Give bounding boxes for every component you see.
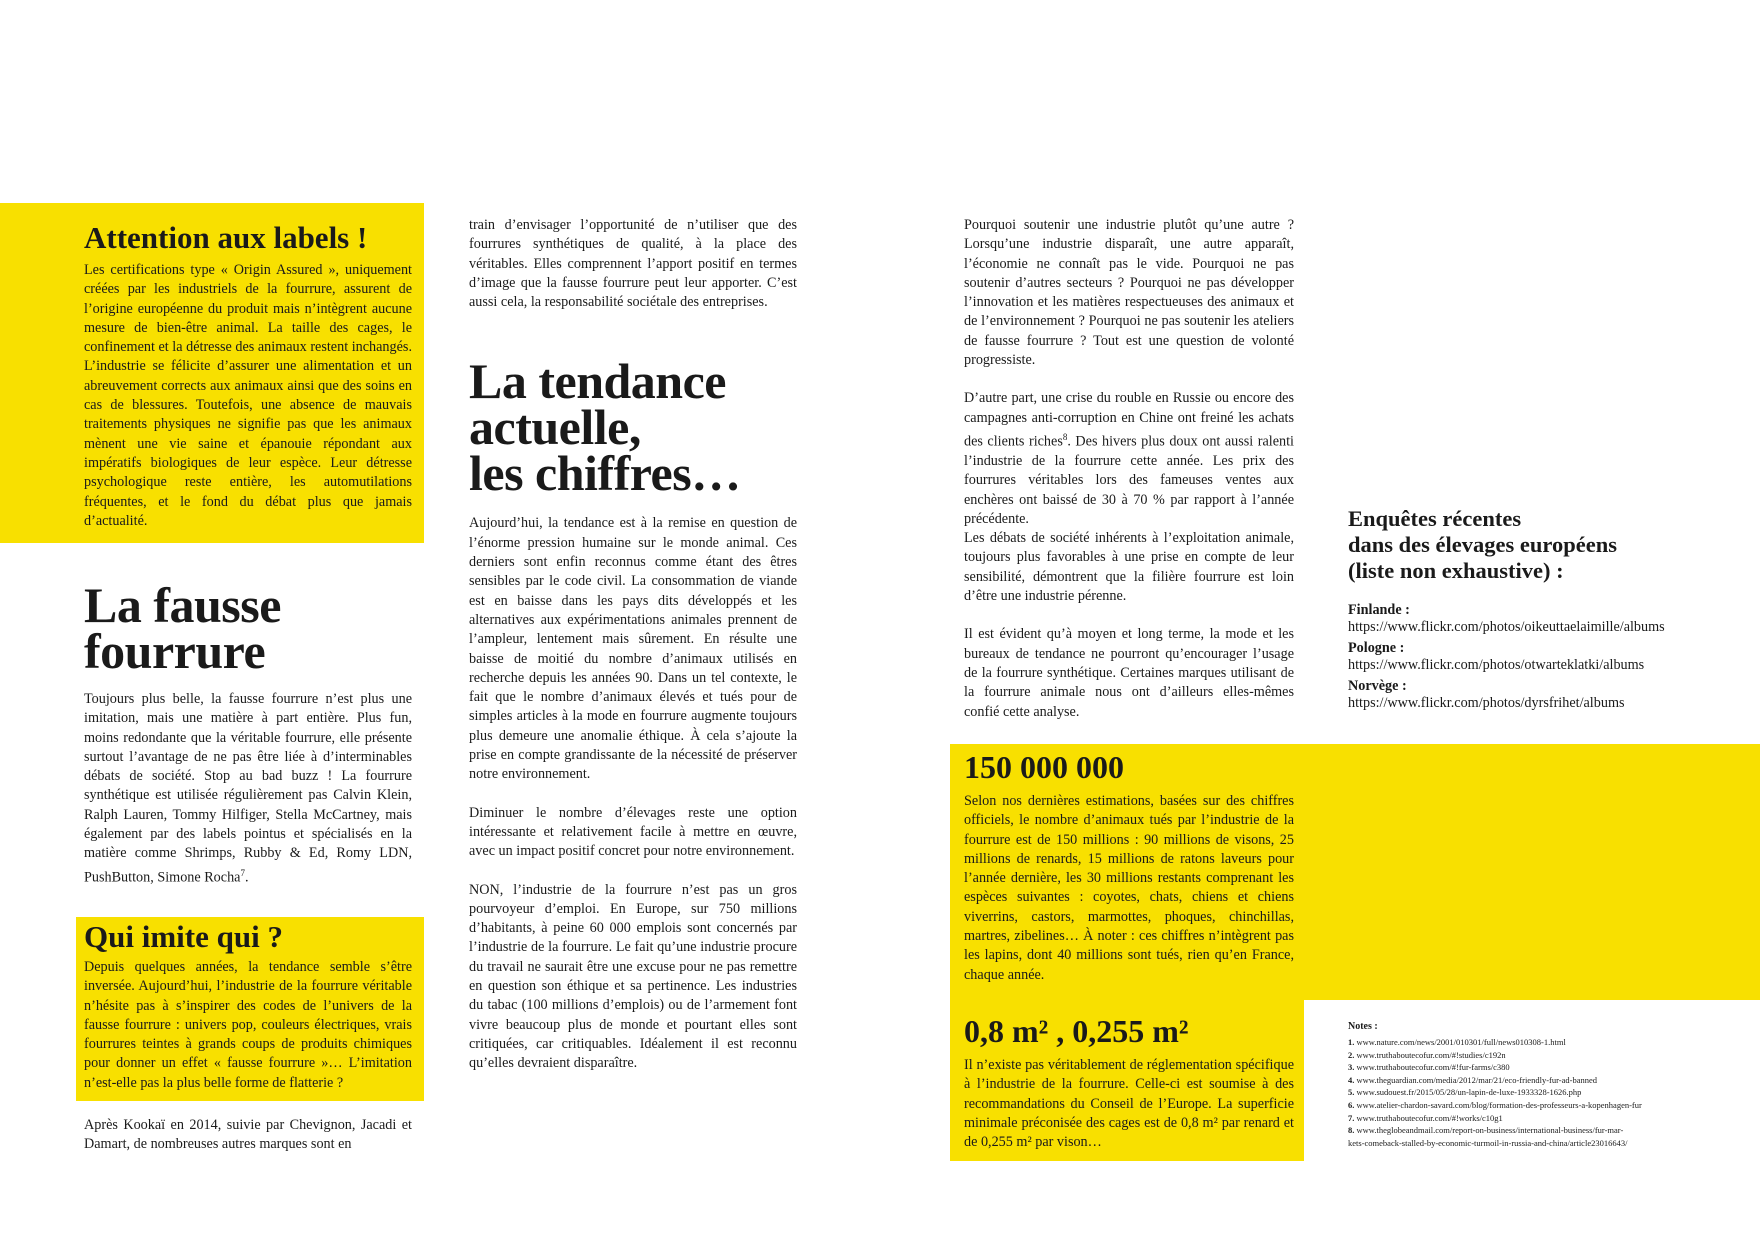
col3-p1: Pourquoi soutenir une industrie plutôt qu’une autre ? Lorsqu’une industrie disparaît, une autre apparaît, l’économie ne connaît pas le vide. Pourquoi ne pas soutenir d’autres secteurs ? Pourquoi ne pas développer l’innovation et les matières respectueuses des animaux et de l’environnement ? Pourquoi ne pas soutenir les ateliers de fausse fourrure ? Tout est une question de volonté progressiste.: [964, 217, 1294, 369]
col3-p2-start: D’autre part, une crise du rouble en Russie ou encore des campagnes anti-corruption en Chine ont freiné les achats des clients riches: [964, 390, 1294, 450]
note-item[interactable]: 5. www.sudouest.fr/2015/05/28/un-lapin-de-luxe-1933328-1626.php: [1348, 1087, 1582, 1098]
col2-p3: NON, l’industrie de la fourrure n’est pas un gros pourvoyeur d’emploi. En Europe, sur 750 millions d’habitants, à peine 60 000 emplois sont concernés par l’industrie de la fourrure. Le fait qu’une industrie procure du travail ne saurait être une excuse pour ne pas remettre en question son éthique et sa pertinence. Les industries du tabac (100 millions d’emplois) ou de l’armement font vivre beaucoup plus de monde et pourtant elles sont critiquées, car critiquables. Idéalement il est reconnu qu’elles devraient disparaître.: [469, 881, 797, 1072]
stats-number: 150 000 000: [964, 749, 1124, 785]
cage-number: 0,8 m² , 0,255 m²: [964, 1013, 1189, 1049]
enquete-item: [1348, 602, 1708, 636]
enquetes-title: [1348, 506, 1708, 584]
tendance-title-line3: les chiffres…: [469, 445, 741, 502]
imite-text: Depuis quelques années, la tendance semble s’être inversée. Aujourd’hui, l’industrie de la fourrure véritable n’hésite pas à s’inspirer des codes de l’univers de la fausse fourrure : univers pop, couleurs électriques, vrais fourrures teintes à grands coups de produits chimiques pour donner un effet « fausse fourrure »… L’imitation n’est-elle pas la plus belle forme de flatterie ?: [84, 959, 412, 1091]
enquetes-list: [1348, 602, 1708, 712]
fausse-text-body: Toujours plus belle, la fausse fourrure n’est plus une imitation, mais une matière à part entière. Plus fun, moins redondante que la véritable fourrure, elle présente surtout l’avantage de ne pas être liée à d’interminables débats de société. Stop au bad buzz ! La fourrure synthétique est utilisée régulièrement pas Calvin Klein, Ralph Lauren, Tommy Hilfiger, Stella McCartney, mais également par des labels pointus et spécialisés en la matière comme Shrimps, Rubby & Ed, Romy LDN, PushButton, Simone Rocha: [84, 691, 412, 886]
kookai-text: Après Kookaï en 2014, suivie par Chevignon, Jacadi et Damart, de nombreuses autres marques sont en: [84, 1117, 412, 1153]
fausse-section: [84, 577, 412, 888]
footnote-7: 7: [240, 867, 245, 878]
tendance-title: [469, 353, 797, 502]
col3-p4: Il est évident qu’à moyen et long terme, la mode et les bureaux de tendance ne pourront qu’encourager l’usage de la fourrure synthétique. Certaines marques utilisant de la fourrure animale nous ont d’ailleurs elles-mêmes confié cette analyse.: [964, 626, 1294, 720]
note-item[interactable]: 3. www.truthaboutecofur.com/#!fur-farms/c380: [1348, 1062, 1510, 1073]
tendance-title-line1: La tendance: [469, 353, 726, 410]
enquete-link[interactable]: https://www.flickr.com/photos/oikeuttaelaimille/albums: [1348, 619, 1665, 635]
note-item[interactable]: 7. www.truthaboutecofur.com/#!works/c10g1: [1348, 1112, 1503, 1123]
fausse-title-line1: La fausse: [84, 577, 281, 633]
notes-section: [1348, 1020, 1748, 1149]
cage-content: [964, 1014, 1294, 1152]
fausse-title-line2: fourrure: [84, 623, 266, 679]
labels-box-content: [84, 221, 412, 531]
enquetes-section: [1348, 506, 1708, 716]
col3-p2: [964, 389, 1294, 529]
note-item[interactable]: 6. www.atelier-chardon-savard.com/blog/formation-des-professeurs-a-kopenhagen-fur: [1348, 1099, 1642, 1110]
enquetes-title-line3: (liste non exhaustive) :: [1348, 558, 1564, 583]
footnote-8: 8: [1062, 431, 1068, 442]
note-item[interactable]: 4. www.theguardian.com/media/2012/mar/21/eco-friendly-fur-ad-banned: [1348, 1074, 1597, 1085]
enquete-country: Pologne :: [1348, 640, 1405, 656]
enquete-country: Norvège :: [1348, 678, 1407, 694]
cage-text: Il n’existe pas véritablement de réglementation spécifique à l’industrie de la fourrure. Celle-ci est soumise à des recommandations du Conseil de l’Europe. La superficie minimale préconisée des cages est de 0,8 m² par renard et de 0,255 m² par vison…: [964, 1057, 1294, 1151]
stats-text: Selon nos dernières estimations, basées sur des chiffres officiels, le nombre d’animaux tués par l’industrie de la fourrure est de 150 millions : 90 millions de visons, 25 millions de renards, 15 millions de ratons laveurs pour l’année dernière, les 30 millions restants comprenant les espèces suivantes : coyotes, chats, chiens et chiens viverrins, castors, marmottes, phoques, chinchillas, martres, zibelines… À noter : ces chiffres n’intègrent pas les lapins, dont 40 millions sont tués, rien qu’en France, chaque année.: [964, 793, 1294, 983]
labels-title: Attention aux labels !: [84, 220, 368, 255]
labels-text: Les certifications type « Origin Assured », uniquement créées par les industriels de la fourrure, assurent de l’origine européenne du produit mais n’intègrent aucune mesure de bien-être animal. La taille des cages, le confinement et la détresse des animaux restent inchangés. L’industrie se félicite d’assurer une alimentation et un abreuvement corrects aux animaux ainsi que des soins en cas de blessures. Toutefois, une absence de mauvais traitements physiques ne signifie pas que les animaux mènent une vie saine et épanouie répondant aux impératifs biologiques de leur espèce. Leur détresse psychologique reste entière, les automutilations fréquentes, et le fond du débat plus que jamais d’actualité.: [84, 262, 412, 529]
fausse-title: [84, 577, 412, 679]
col3-p2-end: . Des hivers plus doux ont aussi ralenti l’industrie de la fourrure cette année. Les prix des fourrures véritables lors des fameuses ventes aux enchères ont baissé de 30 à 70 % par rapport à l’année précédente.: [964, 433, 1294, 527]
note-item[interactable]: 2. www.truthaboutecofur.com/#!studies/c192n: [1348, 1049, 1506, 1060]
enquetes-title-line1: Enquêtes récentes: [1348, 506, 1522, 531]
fausse-text-end: .: [244, 869, 249, 886]
col3-p3: Les débats de société inhérents à l’exploitation animale, toujours plus favorables à une prise en compte de leur sensibilité, démontrent que la filière fourrure est loin d’être une industrie pérenne.: [964, 530, 1294, 605]
enquete-link[interactable]: https://www.flickr.com/photos/otwarteklatki/albums: [1348, 657, 1645, 673]
enquete-item: [1348, 640, 1708, 674]
imite-box-content: [84, 920, 412, 1093]
enquete-link[interactable]: https://www.flickr.com/photos/dyrsfrihet/albums: [1348, 695, 1625, 711]
col2-p1: Aujourd’hui, la tendance est à la remise en question de l’énorme pression humaine sur le monde animal. Ces derniers sont enfin reconnus comme étant des êtres sensibles par le code civil. La consommation de viande est en baisse dans les pays dits développés et les alternatives aux expérimentations animales prennent de l’ampleur, lentement mais sûrement. En résulte une baisse de moitié du nombre d’animaux utilisés en recherche depuis les années 90. Dans un tel contexte, le fait que le nombre d’animaux élevés et tués pour de simples articles à la mode en fourrure augmente toujours plus demeure une anomalie éthique. À cela s’ajoute la prise en compte grandissante de la nécessité de préserver notre environnement.: [469, 515, 797, 783]
col2-intro: train d’envisager l’opportunité de n’utiliser que des fourrures synthétiques de qualité, à la place des véritables. Elles comprennent l’apport positif en termes d’image que la fausse fourrure peut leur apporter. C’est aussi cela, la responsabilité sociétale des entreprises.: [469, 217, 797, 311]
enquete-country: Finlande :: [1348, 602, 1410, 618]
imite-title: Qui imite qui ?: [84, 919, 283, 954]
enquete-item: [1348, 678, 1708, 712]
fausse-text: [84, 690, 412, 888]
tendance-title-line2: actuelle,: [469, 399, 641, 456]
note-item[interactable]: kets-comeback-stalled-by-economic-turmoil-in-russia-and-china/article23016643/: [1348, 1137, 1628, 1148]
stats-content: [964, 750, 1294, 985]
col2-p2: Diminuer le nombre d’élevages reste une option intéressante et relativement facile à mettre en œuvre, avec un impact positif concret pour notre environnement.: [469, 804, 797, 860]
column-3: [964, 216, 1294, 722]
column-2: [469, 216, 797, 1074]
note-item[interactable]: 8. www.theglobeandmail.com/report-on-business/international-business/fur-mar-: [1348, 1125, 1624, 1136]
notes-title: Notes :: [1348, 1021, 1378, 1032]
kookai-section: [84, 1116, 412, 1155]
enquetes-title-line2: dans des élevages européens: [1348, 532, 1617, 557]
note-item[interactable]: 1. www.nature.com/news/2001/010301/full/news010308-1.html: [1348, 1037, 1566, 1047]
